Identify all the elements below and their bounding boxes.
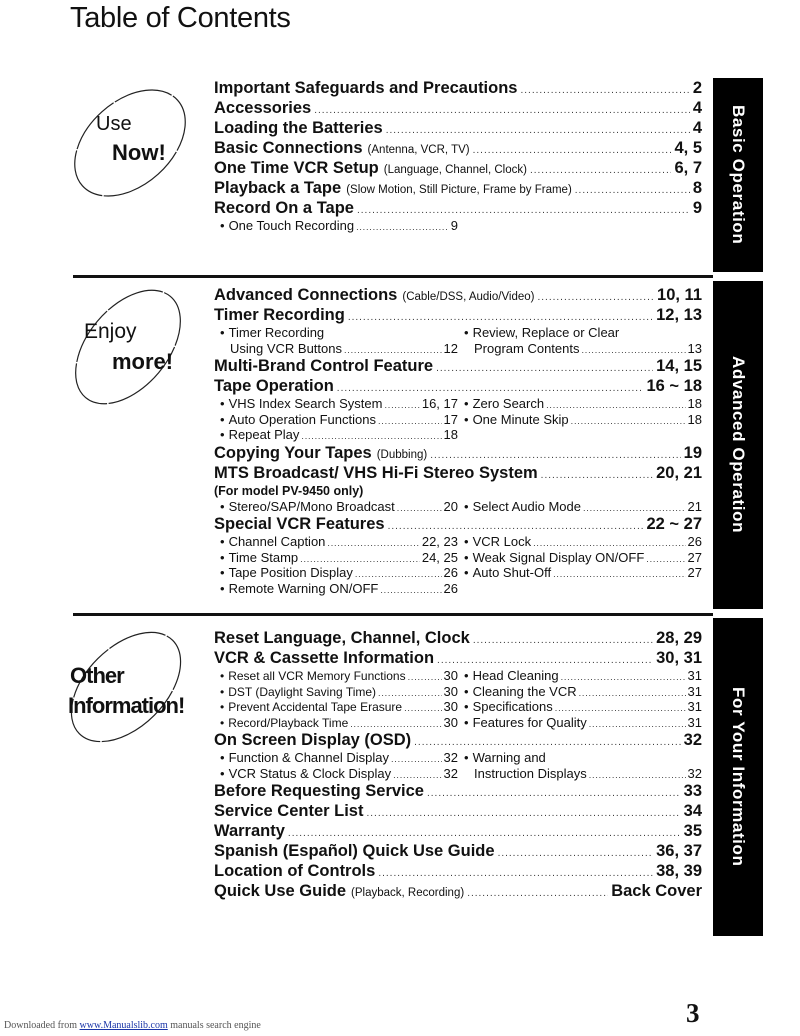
- subitem-label: Time Stamp: [228, 549, 299, 565]
- subitem-page: 18: [687, 396, 702, 411]
- leader-dots: [357, 204, 690, 218]
- subitem-label: Reset all VCR Memory Functions: [228, 669, 406, 683]
- toc-entry[interactable]: [214, 801, 702, 821]
- leader-dots: [538, 291, 655, 305]
- bullet-icon: •: [220, 565, 225, 580]
- bullet-icon: •: [220, 700, 225, 714]
- toc-entry[interactable]: [214, 514, 702, 534]
- toc-advanced-operation: [214, 285, 702, 596]
- entry-title: Basic Connections: [214, 139, 363, 157]
- subitem-label: Record/Playback Time: [228, 715, 349, 730]
- entry-page: 6, 7: [674, 159, 702, 177]
- subitem-label: Cleaning the VCR: [472, 683, 577, 699]
- entry-page: 35: [683, 822, 702, 840]
- leader-dots: [473, 634, 653, 648]
- subitem-label: Zero Search: [472, 396, 545, 411]
- leader-dots: [378, 867, 653, 881]
- entry-page: 22 ~ 27: [646, 515, 702, 533]
- subitem-page: 30: [443, 699, 458, 714]
- subitem-page: 24, 25: [421, 549, 458, 565]
- entry-title: Accessories: [214, 99, 312, 117]
- oval-use-now: [60, 78, 200, 208]
- toc-subitem[interactable]: [220, 581, 458, 597]
- subitem-page: 31: [687, 714, 702, 730]
- entry-subtitle: (Slow Motion, Still Picture, Frame by Frame): [346, 184, 572, 196]
- toc-subitem[interactable]: [464, 684, 702, 700]
- subitem-label: VHS Index Search System: [228, 396, 383, 411]
- toc-subitem[interactable]: [464, 715, 702, 731]
- leader-dots: [397, 501, 442, 517]
- subitem-page: 30: [443, 683, 458, 699]
- toc-subitem-continuation[interactable]: [464, 766, 702, 782]
- entry-page: 2: [692, 79, 702, 97]
- bullet-icon: •: [464, 396, 469, 411]
- oval-line2: Now!: [112, 140, 166, 165]
- leader-dots: [541, 469, 653, 483]
- subitem-page: 26: [443, 580, 458, 596]
- entry-page: Back Cover: [611, 882, 702, 900]
- subitem-page: 26: [443, 565, 458, 580]
- entry-page: 12, 13: [656, 306, 702, 324]
- entry-subtitle: (Language, Channel, Clock): [383, 164, 527, 176]
- toc-subitem[interactable]: [464, 396, 702, 412]
- toc-entry[interactable]: [214, 781, 702, 801]
- toc-entry[interactable]: [214, 821, 702, 841]
- subitem-page: 31: [687, 699, 702, 714]
- entry-page: 36, 37: [656, 842, 702, 860]
- entry-page: 30, 31: [656, 649, 702, 667]
- oval-line2: Information!: [68, 693, 185, 718]
- toc-subitem[interactable]: [464, 668, 702, 684]
- entry-page: 4, 5: [674, 139, 702, 157]
- leader-dots: [288, 827, 681, 841]
- entry-title: Multi-Brand Control Feature: [214, 357, 434, 375]
- subitem-page: 26: [687, 534, 702, 549]
- leader-dots: [314, 104, 690, 118]
- entry-subtitle: (Cable/DSS, Audio/Video): [402, 291, 535, 303]
- toc-entry[interactable]: [214, 463, 702, 483]
- toc-subitem[interactable]: [220, 699, 458, 715]
- leader-dots: [575, 184, 690, 198]
- subitem-page: 32: [687, 765, 702, 781]
- entry-subtitle: (Playback, Recording): [351, 887, 465, 899]
- entry-title: Before Requesting Service: [214, 782, 424, 800]
- subitem-label: VCR Status & Clock Display: [228, 765, 392, 781]
- bullet-icon: •: [464, 411, 469, 427]
- entry-page: 28, 29: [656, 629, 702, 647]
- bullet-icon: •: [220, 750, 225, 765]
- entry-title: Record On a Tape: [214, 199, 354, 217]
- bullet-icon: •: [220, 218, 225, 233]
- entry-title: Warranty: [214, 822, 285, 840]
- toc-for-your-information: [214, 628, 702, 901]
- oval-line1: Enjoy: [84, 320, 137, 343]
- toc-subitem[interactable]: [464, 534, 702, 550]
- entry-title: VCR & Cassette Information: [214, 649, 435, 667]
- toc-entry[interactable]: [214, 158, 702, 178]
- bullet-icon: •: [464, 750, 469, 765]
- subitem-label: DST (Daylight Saving Time): [228, 684, 377, 699]
- leader-dots: [337, 382, 644, 396]
- toc-entry[interactable]: [214, 648, 702, 668]
- entry-subtitle: (Dubbing): [376, 448, 428, 461]
- leader-dots: [436, 362, 653, 376]
- subitem-page: 31: [687, 668, 702, 683]
- tab-label: Advanced Operation: [729, 356, 748, 534]
- toc-entry[interactable]: [214, 138, 702, 158]
- subitem-label: Tape Position Display: [228, 565, 353, 580]
- leader-dots: [388, 520, 644, 534]
- subitem-page: 32: [443, 750, 458, 765]
- toc-subitem[interactable]: [220, 550, 458, 566]
- bullet-icon: •: [220, 715, 225, 730]
- footer-suffix: manuals search engine: [170, 1020, 261, 1031]
- toc-subitem[interactable]: [220, 684, 458, 700]
- bullet-icon: •: [220, 534, 225, 549]
- bullet-icon: •: [464, 714, 469, 730]
- footer: [4, 1020, 261, 1031]
- subitem-list: [214, 668, 702, 730]
- toc-subitem[interactable]: [220, 668, 458, 684]
- entry-page: 16 ~ 18: [646, 377, 702, 395]
- entry-title: Timer Recording: [214, 306, 345, 324]
- toc-entry[interactable]: [214, 198, 702, 218]
- entry-title: Tape Operation: [214, 377, 334, 395]
- subitem-page: 31: [687, 683, 702, 699]
- subitem-label: Prevent Accidental Tape Erasure: [228, 700, 403, 714]
- entry-title: Service Center List: [214, 802, 364, 820]
- subitem-label: VCR Lock: [472, 534, 532, 549]
- toc-entry[interactable]: [214, 98, 702, 118]
- subitem-label: Channel Caption: [228, 534, 326, 549]
- subitem-label: Specifications: [472, 699, 553, 714]
- tab-basic-operation[interactable]: [713, 78, 763, 272]
- leader-dots: [427, 787, 681, 801]
- subitem-page: 30: [443, 668, 458, 683]
- leader-dots: [520, 84, 689, 98]
- leader-dots: [473, 144, 672, 158]
- leader-dots: [498, 847, 654, 861]
- footer-prefix: Downloaded from: [4, 1020, 78, 1031]
- toc-entry[interactable]: [214, 861, 702, 881]
- subitem-page: 17: [443, 411, 458, 427]
- toc-entry[interactable]: [214, 178, 702, 198]
- oval-line1: Use: [96, 113, 132, 135]
- entry-title: Copying Your Tapes: [214, 443, 372, 462]
- entry-title: MTS Broadcast/ VHS Hi-Fi Stereo System: [214, 463, 538, 482]
- subitem-label-cont: Program Contents: [474, 340, 580, 356]
- model-note: (For model PV-9450 only): [214, 483, 364, 498]
- leader-dots: [348, 311, 653, 325]
- subitem-label: Stereo/SAP/Mono Broadcast: [228, 498, 395, 514]
- oval-outline-icon: [60, 625, 200, 755]
- oval-line2: more!: [112, 349, 174, 374]
- subitem-label: Features for Quality: [472, 714, 587, 730]
- bullet-icon: •: [464, 534, 469, 549]
- entry-page: 32: [683, 731, 702, 749]
- toc-subitem[interactable]: [464, 499, 702, 515]
- entry-page: 9: [692, 199, 702, 217]
- bullet-icon: •: [220, 765, 225, 781]
- subitem-label: Remote Warning ON/OFF: [228, 580, 379, 596]
- bullet-icon: •: [464, 668, 469, 683]
- toc-subitem[interactable]: [464, 412, 702, 428]
- subitem-page: 27: [687, 549, 702, 565]
- toc-entry[interactable]: [214, 730, 702, 750]
- section-divider: [73, 275, 713, 278]
- subitem-label: One Minute Skip: [472, 411, 569, 427]
- toc-entry[interactable]: [214, 356, 702, 376]
- subitem-label: Function & Channel Display: [228, 750, 389, 765]
- subitem-list: [214, 218, 702, 234]
- toc-subitem[interactable]: [464, 750, 702, 766]
- bullet-icon: •: [220, 396, 225, 411]
- subitem-label: Review, Replace or Clear: [472, 325, 620, 340]
- subitem-label-cont: Using VCR Buttons: [230, 340, 342, 356]
- subitem-page: 22, 23: [421, 534, 458, 549]
- subitem-page: 13: [687, 340, 702, 356]
- subitem-list: [214, 325, 702, 356]
- entry-page: 33: [683, 782, 702, 800]
- section-divider: [73, 613, 713, 616]
- leader-dots: [467, 887, 608, 901]
- entry-page: 19: [683, 443, 702, 462]
- entry-title: Quick Use Guide: [214, 882, 347, 900]
- bullet-icon: •: [464, 683, 469, 699]
- entry-page: 38, 39: [656, 862, 702, 880]
- subitem-page: 20: [443, 498, 458, 514]
- toc-entry[interactable]: [214, 285, 702, 305]
- entry-page: 14, 15: [656, 357, 702, 375]
- bullet-icon: •: [464, 498, 469, 514]
- subitem-label: One Touch Recording: [228, 218, 355, 233]
- subitem-line: [220, 325, 458, 341]
- leader-dots: [571, 414, 686, 430]
- leader-dots: [437, 654, 653, 668]
- entry-page: 20, 21: [656, 463, 702, 482]
- subitem-page: 30: [443, 714, 458, 730]
- entry-page: 34: [683, 802, 702, 820]
- toc-subitem[interactable]: [220, 325, 458, 356]
- subitem-label: Repeat Play: [228, 427, 300, 442]
- tab-label: Basic Operation: [729, 105, 748, 245]
- leader-dots: [356, 220, 449, 236]
- subitem-list: [214, 534, 702, 596]
- toc-entry[interactable]: [214, 628, 702, 648]
- bullet-icon: •: [220, 498, 225, 514]
- subitem-label: Select Audio Mode: [472, 498, 581, 514]
- entry-page: 10, 11: [657, 286, 702, 304]
- entry-title: Reset Language, Channel, Clock: [214, 629, 470, 647]
- toc-subitem[interactable]: [220, 412, 458, 428]
- toc-entry[interactable]: [214, 841, 702, 861]
- subitem-line: [464, 341, 702, 357]
- page-number: 3: [686, 998, 700, 1028]
- toc-entry[interactable]: [214, 118, 702, 138]
- bullet-icon: •: [220, 580, 225, 596]
- bullet-icon: •: [220, 684, 225, 699]
- entry-page: 4: [692, 99, 702, 117]
- oval-enjoy-more: [58, 285, 198, 415]
- toc-subitem[interactable]: [220, 218, 458, 234]
- subitem-label: Timer Recording: [228, 325, 325, 340]
- tab-for-your-information[interactable]: [713, 618, 763, 936]
- page-title: Table of Contents: [70, 2, 291, 34]
- subitem-list: [214, 396, 702, 443]
- bullet-icon: •: [220, 411, 225, 427]
- bullet-icon: •: [220, 427, 225, 442]
- subitem-page: 32: [443, 765, 458, 781]
- leader-dots: [589, 717, 686, 733]
- bullet-icon: •: [464, 565, 469, 580]
- leader-dots: [386, 124, 690, 138]
- bullet-icon: •: [464, 325, 469, 340]
- bullet-icon: •: [220, 549, 225, 565]
- toc-subitem[interactable]: [220, 565, 458, 581]
- entry-title: Advanced Connections: [214, 286, 398, 304]
- toc-subitem[interactable]: [220, 766, 458, 782]
- leader-dots: [530, 164, 672, 178]
- toc-entry[interactable]: [214, 443, 702, 463]
- toc-subitem[interactable]: [220, 499, 458, 515]
- entry-subtitle: (Antenna, VCR, TV): [367, 144, 470, 156]
- subitem-page: 16, 17: [421, 396, 458, 411]
- subitem-label: Auto Operation Functions: [228, 411, 376, 427]
- leader-dots: [553, 567, 685, 583]
- toc-subitem[interactable]: [220, 715, 458, 731]
- entry-title: Special VCR Features: [214, 515, 385, 533]
- subitem-label: Head Cleaning: [472, 668, 559, 683]
- bullet-icon: •: [464, 699, 469, 714]
- subitem-page: 27: [687, 565, 702, 580]
- tab-advanced-operation[interactable]: [713, 281, 763, 609]
- toc-subitem[interactable]: [220, 396, 458, 412]
- bullet-icon: •: [220, 325, 225, 340]
- subitem-list: [214, 750, 702, 781]
- entry-title: Spanish (Español) Quick Use Guide: [214, 842, 495, 860]
- leader-dots: [430, 449, 680, 463]
- toc-basic-operation: [214, 78, 702, 234]
- subitem-page: 18: [443, 427, 458, 442]
- toc-subitem[interactable]: [464, 565, 702, 581]
- toc-subitem[interactable]: [464, 325, 702, 356]
- leader-dots: [589, 768, 686, 784]
- entry-title: One Time VCR Setup: [214, 159, 379, 177]
- subitem-label: Weak Signal Display ON/OFF: [472, 549, 645, 565]
- bullet-icon: •: [220, 669, 225, 683]
- toc-entry[interactable]: [214, 78, 702, 98]
- subitem-page: 12: [443, 340, 458, 356]
- leader-dots: [366, 807, 680, 821]
- subitem-page: 9: [450, 218, 458, 233]
- entry-title: Location of Controls: [214, 862, 376, 880]
- subitem-line: [220, 341, 458, 357]
- subitem-page: 21: [687, 498, 702, 514]
- toc-entry[interactable]: [214, 376, 702, 396]
- toc-subitem[interactable]: [220, 427, 458, 443]
- entry-title: Loading the Batteries: [214, 119, 383, 137]
- toc-subitem[interactable]: [220, 750, 458, 766]
- subitem-line: [464, 325, 702, 341]
- subitem-label: Warning and: [472, 750, 546, 765]
- entry-title: Playback a Tape: [214, 179, 342, 197]
- toc-entry[interactable]: [214, 881, 702, 901]
- toc-subitem[interactable]: [220, 534, 458, 550]
- subitem-list: [214, 499, 702, 515]
- leader-dots: [414, 736, 681, 750]
- toc-subitem[interactable]: [464, 550, 702, 566]
- subitem-page: 18: [687, 411, 702, 427]
- toc-subitem[interactable]: [464, 699, 702, 715]
- leader-dots: [380, 583, 441, 599]
- footer-link[interactable]: www.Manualslib.com: [79, 1020, 168, 1031]
- entry-page: 8: [692, 179, 702, 197]
- subitem-label-cont: Instruction Displays: [474, 765, 587, 781]
- bullet-icon: •: [464, 549, 469, 565]
- entry-title: On Screen Display (OSD): [214, 731, 412, 749]
- entry-title: Important Safeguards and Precautions: [214, 79, 518, 97]
- entry-page: 4: [692, 119, 702, 137]
- subitem-label: Auto Shut-Off: [472, 565, 552, 580]
- oval-line1: Other: [70, 663, 124, 688]
- toc-entry[interactable]: [214, 305, 702, 325]
- tab-label: For Your Information: [729, 687, 748, 867]
- oval-other-information: [60, 625, 200, 755]
